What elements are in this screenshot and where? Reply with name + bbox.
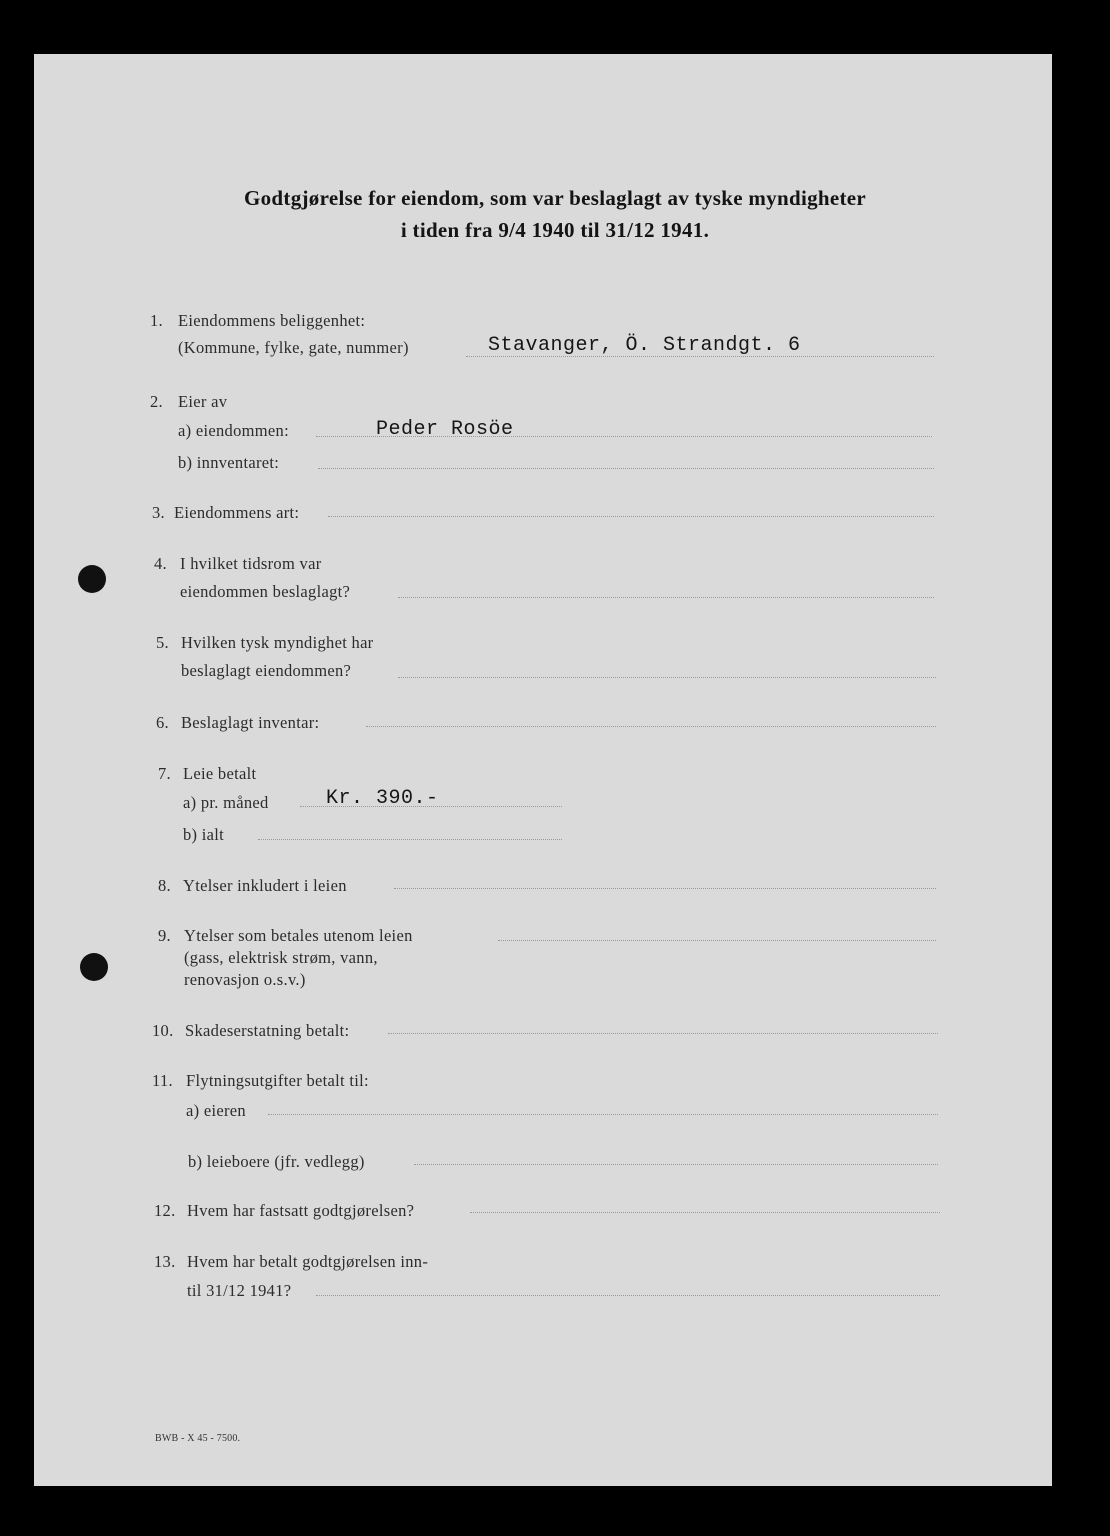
item-3-label: Eiendommens art: xyxy=(174,503,300,522)
item-4-label-2: eiendommen beslaglagt? xyxy=(180,582,351,601)
item-12-line xyxy=(470,1212,940,1213)
item-13-line xyxy=(316,1295,940,1296)
item-5-line xyxy=(398,677,936,678)
item-4-line xyxy=(398,597,934,598)
item-11a-label: a) eieren xyxy=(186,1101,246,1120)
item-7a-line xyxy=(300,806,562,807)
item-11-number: 11. xyxy=(152,1071,173,1090)
item-11b-label: b) leieboere (jfr. vedlegg) xyxy=(188,1152,365,1171)
item-9-label: Ytelser som betales utenom leien xyxy=(184,926,413,945)
item-10-line xyxy=(388,1033,938,1034)
item-5-label: Hvilken tysk myndighet har xyxy=(181,633,374,652)
item-9-number: 9. xyxy=(158,926,171,945)
item-8-number: 8. xyxy=(158,876,171,895)
item-11b-line xyxy=(414,1164,938,1165)
item-2b-line xyxy=(318,468,934,469)
item-13-number: 13. xyxy=(154,1252,176,1271)
item-1-sublabel: (Kommune, fylke, gate, nummer) xyxy=(178,338,409,357)
item-3-number: 3. xyxy=(152,503,165,522)
item-7-number: 7. xyxy=(158,764,171,783)
item-2-label: Eier av xyxy=(178,392,228,411)
item-2a-line xyxy=(316,436,932,437)
item-11a-line xyxy=(268,1114,938,1115)
item-8-label: Ytelser inkludert i leien xyxy=(183,876,347,895)
item-1-line xyxy=(466,356,934,357)
item-6-label: Beslaglagt inventar: xyxy=(181,713,320,732)
item-2-number: 2. xyxy=(150,392,163,411)
item-7a-label: a) pr. måned xyxy=(183,793,269,812)
item-12-label: Hvem har fastsatt godtgjørelsen? xyxy=(187,1201,415,1220)
item-8-line xyxy=(394,888,936,889)
item-4-number: 4. xyxy=(154,554,167,573)
item-3-line xyxy=(328,516,934,517)
item-5-label-2: beslaglagt eiendommen? xyxy=(181,661,352,680)
item-13-label: Hvem har betalt godtgjørelsen inn- xyxy=(187,1252,429,1271)
item-11-label: Flytningsutgifter betalt til: xyxy=(186,1071,369,1090)
form-title-line-2: i tiden fra 9/4 1940 til 31/12 1941. xyxy=(400,218,710,242)
item-7-label: Leie betalt xyxy=(183,764,257,783)
item-2a-value: Peder Rosöe xyxy=(376,418,514,441)
item-7b-line xyxy=(258,839,562,840)
item-4-label: I hvilket tidsrom var xyxy=(180,554,322,573)
item-5-number: 5. xyxy=(156,633,169,652)
item-9-label-3: renovasjon o.s.v.) xyxy=(184,970,306,989)
item-2b-label: b) innventaret: xyxy=(178,453,280,472)
item-10-number: 10. xyxy=(152,1021,174,1040)
form-title-line-1: Godtgjørelse for eiendom, som var beslaglagt av tyske myndigheter xyxy=(243,186,867,210)
item-13-label-2: til 31/12 1941? xyxy=(187,1281,292,1300)
item-10-label: Skadeserstatning betalt: xyxy=(185,1021,350,1040)
item-1-value: Stavanger, Ö. Strandgt. 6 xyxy=(488,334,801,357)
item-1-number: 1. xyxy=(150,311,163,330)
item-6-line xyxy=(366,726,936,727)
item-7b-label: b) ialt xyxy=(183,825,225,844)
item-1-label: Eiendommens beliggenhet: xyxy=(178,311,366,330)
form-footer-code: BWB - X 45 - 7500. xyxy=(155,1433,241,1444)
item-7a-value: Kr. 390.- xyxy=(326,787,439,810)
punch-hole-lower xyxy=(80,953,108,981)
item-9-label-2: (gass, elektrisk strøm, vann, xyxy=(184,948,378,967)
item-9-line xyxy=(498,940,936,941)
item-2a-label: a) eiendommen: xyxy=(178,421,289,440)
item-6-number: 6. xyxy=(156,713,169,732)
punch-hole-upper xyxy=(78,565,106,593)
item-12-number: 12. xyxy=(154,1201,176,1220)
